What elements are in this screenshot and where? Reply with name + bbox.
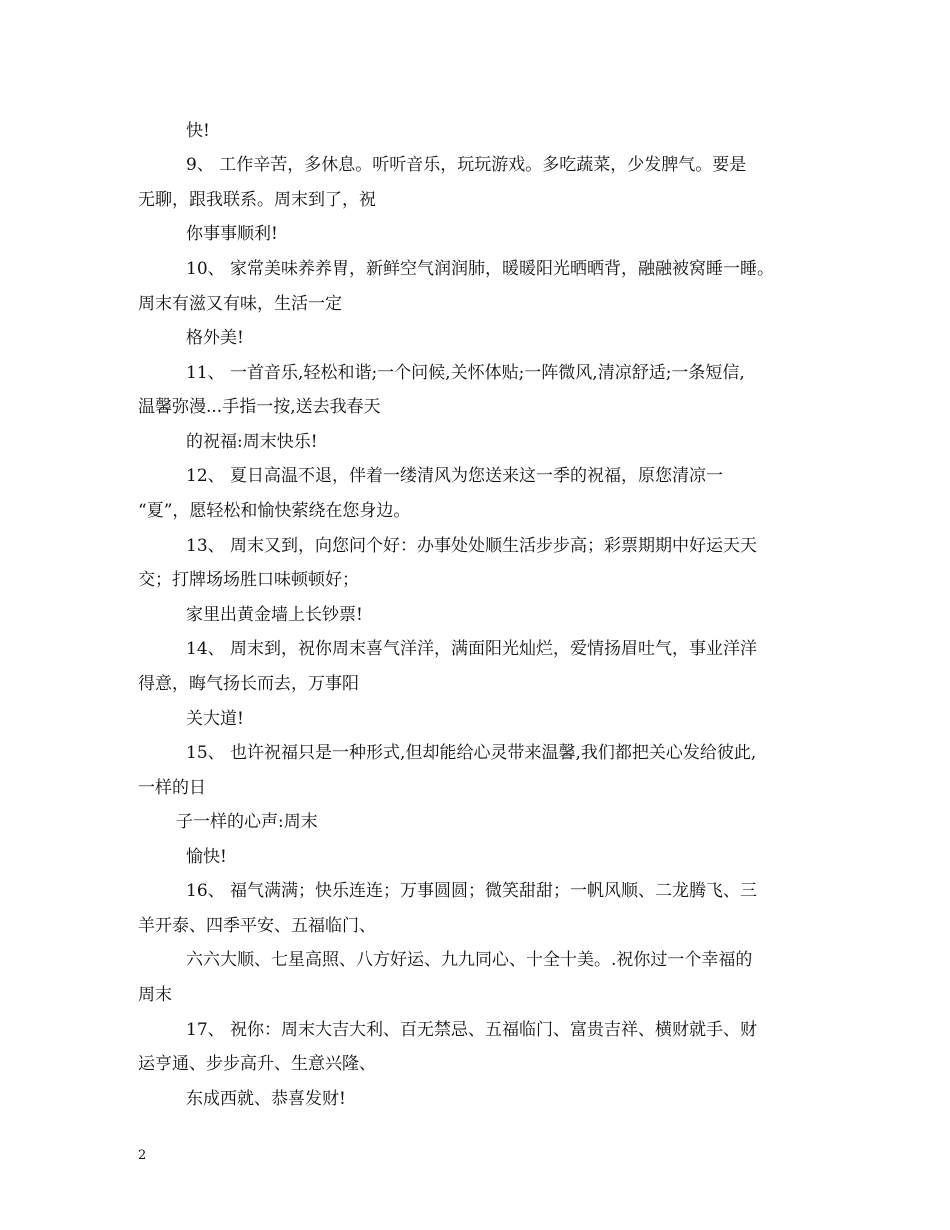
text-line: 子一样的心声:周末 xyxy=(176,812,318,832)
text-line: 运亨通、步步高升、生意兴隆、 xyxy=(138,1054,376,1074)
text-line: 得意，晦气扬长而去，万事阳 xyxy=(138,674,359,694)
text-line: 12、 夏日高温不退，伴着一缕清风为您送来这一季的祝福，原您清凉一 xyxy=(186,466,724,486)
text-line: 羊开泰、四季平安、五福临门、 xyxy=(138,916,376,936)
text-line: 东成西就、恭喜发财! xyxy=(186,1089,346,1109)
text-line: 交；打牌场场胜口味顿顿好； xyxy=(138,570,359,590)
text-line: 你事事顺利! xyxy=(186,224,278,244)
text-line: 一样的日 xyxy=(138,778,206,798)
text-line: 温馨弥漫...手指一按,送去我春天 xyxy=(138,397,381,417)
text-line: 周末有滋又有味，生活一定 xyxy=(138,294,342,314)
text-line: 愉快! xyxy=(186,847,227,867)
text-line: 无聊，跟我联系。周末到了，祝 xyxy=(138,190,376,210)
text-line: 六六大顺、七星高照、八方好运、九九同心、十全十美。.祝你过一个幸福的 xyxy=(186,950,753,970)
page-number: 2 xyxy=(138,1148,147,1163)
text-line: 16、 福气满满；快乐连连；万事圆圆；微笑甜甜；一帆风顺、二龙腾飞、三 xyxy=(186,881,758,901)
text-line: 9、 工作辛苦，多休息。听听音乐，玩玩游戏。多吃蔬菜，少发脾气。要是 xyxy=(186,155,747,175)
text-line: 17、 祝你：周末大吉大利、百无禁忌、五福临门、富贵吉祥、横财就手、财 xyxy=(186,1020,758,1040)
text-line: 的祝福:周末快乐! xyxy=(186,432,318,452)
text-line: “夏”，愿轻松和愉快萦绕在您身边。 xyxy=(138,501,411,521)
text-line: 15、 也许祝福只是一种形式,但却能给心灵带来温馨,我们都把关心发给彼此, xyxy=(186,743,757,763)
text-line: 关大道! xyxy=(186,709,244,729)
text-line: 格外美! xyxy=(186,328,244,348)
text-line: 家里出黄金墙上长钞票! xyxy=(186,605,363,625)
text-line: 周末 xyxy=(138,985,172,1005)
text-line: 14、 周末到，祝你周末喜气洋洋，满面阳光灿烂，爱情扬眉吐气，事业洋洋 xyxy=(186,639,758,659)
text-line: 11、 一首音乐,轻松和谐;一个问候,关怀体贴;一阵微风,清凉舒适;一条短信, xyxy=(186,363,745,383)
text-line: 快! xyxy=(186,121,210,141)
text-line: 10、 家常美味养养胃，新鲜空气润润肺，暖暖阳光晒晒背，融融被窝睡一睡。 xyxy=(186,259,775,279)
text-line: 13、 周末又到，向您问个好：办事处处顺生活步步高；彩票期期中好运天天 xyxy=(186,536,758,556)
